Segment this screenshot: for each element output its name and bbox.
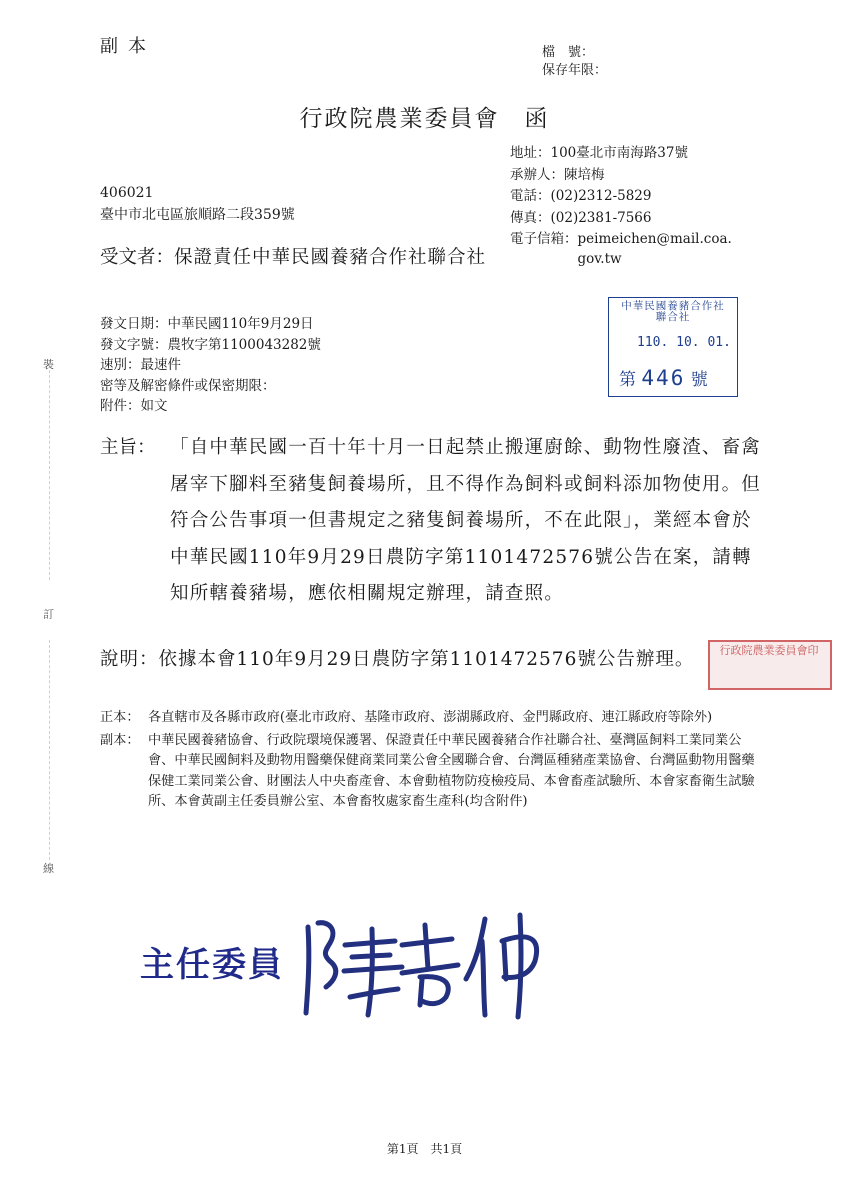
copy-label: 副本： bbox=[100, 732, 140, 748]
copy-recipients bbox=[100, 731, 760, 813]
binding-mark-top: 裝 bbox=[43, 358, 54, 371]
subject-text: 「自中華民國一百十年十月一日起禁止搬運廚餘、動物性廢渣、畜禽屠宰下腳料至豬隻飼養場所，且不得作為飼料或飼料添加物使用。但符合公告事項一但書規定之豬隻飼養場所，不在此限」，業經本會於中華民國110年9月29日農防字第1101472576號公告在案，請轉知所轄養豬場，應依相關規定辦理，請查照。 bbox=[170, 437, 762, 604]
email-label: 電子信箱： bbox=[510, 231, 578, 247]
handler-label: 承辦人： bbox=[510, 166, 564, 183]
recipient bbox=[100, 243, 489, 273]
address-label: 地址： bbox=[510, 145, 551, 161]
signature-stroke bbox=[466, 915, 537, 1017]
subject-label: 主旨： bbox=[100, 437, 156, 458]
signature-stroke bbox=[402, 925, 458, 1005]
secrecy-level: 密等及解密條件或保密期限： bbox=[100, 377, 276, 394]
recipient-name: 保證責任中華民國養豬合作社聯合社 bbox=[174, 247, 487, 268]
copy-list: 中華民國養豬協會、行政院環境保護署、保證責任中華民國養豬合作社聯合社、臺灣區飼料工業同業公會、中華民國飼料及動物用醫藥保健商業同業公會全國聯合會、台灣區種豬產業協會、台灣區動物用醫藥保健工業同業公會、財團法人中央畜產會、本會動植物防疫檢疫局、本會畜產試驗所、本會家畜衛生試驗所、本會黃副主任委員辦公室、本會畜牧處家畜生產科(均含附件) bbox=[148, 732, 755, 809]
explanation bbox=[100, 644, 694, 676]
document-title: 行政院農業委員會 函 bbox=[299, 106, 550, 132]
original-list: 各直轄市及各縣市政府(臺北市政府、基隆市政府、澎湖縣政府、金門縣政府、連江縣政府等除外) bbox=[148, 710, 713, 725]
phone-row bbox=[510, 186, 738, 208]
postal-code: 406021 bbox=[100, 185, 154, 201]
stamp-suffix: 號 bbox=[690, 370, 708, 390]
handler-row bbox=[510, 165, 738, 187]
binding-mark-middle: 訂 bbox=[43, 608, 54, 621]
original-label: 正本： bbox=[100, 710, 140, 725]
stamp-date: 110. 10. 01. bbox=[637, 335, 731, 350]
signature-block bbox=[140, 905, 560, 1020]
signature-stroke bbox=[318, 923, 336, 987]
stamp-prefix: 第 bbox=[619, 370, 636, 390]
binding-line bbox=[49, 360, 51, 580]
file-number-label: 檔 號： bbox=[542, 45, 595, 60]
signature-stroke bbox=[344, 929, 402, 1015]
archive-info bbox=[542, 44, 607, 80]
handler-value: 陳培梅 bbox=[564, 166, 605, 183]
binding-mark-bottom: 線 bbox=[43, 862, 54, 875]
received-stamp bbox=[608, 297, 738, 397]
fax-value: (02)2381-7566 bbox=[550, 209, 652, 226]
recipient-postal-address bbox=[100, 182, 295, 226]
document-number: 發文字號：農牧字第1100043282號 bbox=[100, 336, 321, 353]
stamp-number-value: 446 bbox=[641, 366, 686, 390]
document-meta bbox=[100, 314, 321, 417]
seal-text: 行政院農業委員會印 bbox=[719, 644, 819, 657]
recipient-label: 受文者： bbox=[100, 247, 175, 268]
fax-label: 傳真： bbox=[510, 209, 551, 226]
postal-address: 臺中市北屯區旅順路二段359號 bbox=[100, 207, 295, 223]
address-row bbox=[510, 143, 738, 165]
signature-title: 主任委員 bbox=[140, 945, 284, 985]
email-value[interactable]: peimeichen@mail.coa.gov.tw bbox=[577, 231, 732, 267]
page-number: 第1頁 共1頁 bbox=[386, 1142, 463, 1156]
phone-value: (02)2312-5829 bbox=[550, 188, 652, 204]
explanation-text: 依據本會110年9月29日農防字第1101472576號公告辦理。 bbox=[158, 649, 695, 670]
stamp-org: 中華民國養豬合作社聯合社 bbox=[621, 300, 725, 323]
original-recipients bbox=[100, 708, 760, 729]
email-row bbox=[510, 229, 738, 269]
binding-line bbox=[49, 640, 51, 860]
stamp-number bbox=[619, 365, 708, 390]
sender-contact bbox=[510, 143, 738, 269]
address-value: 100臺北市南海路37號 bbox=[550, 145, 688, 161]
fax-row bbox=[510, 208, 738, 230]
phone-label: 電話： bbox=[510, 188, 551, 204]
copy-mark: 副本 bbox=[100, 36, 156, 57]
signature-stroke bbox=[306, 927, 309, 1013]
retention-period-label: 保存年限： bbox=[542, 63, 608, 78]
delivery-speed: 速別：最速件 bbox=[100, 357, 181, 373]
explanation-label: 說明： bbox=[100, 649, 159, 670]
official-seal bbox=[708, 640, 832, 690]
signature-graphic bbox=[140, 905, 560, 1020]
subject bbox=[100, 430, 765, 613]
distribution-list bbox=[100, 708, 760, 815]
issue-date: 發文日期：中華民國110年9月29日 bbox=[100, 316, 314, 332]
attachment: 附件：如文 bbox=[100, 398, 168, 414]
